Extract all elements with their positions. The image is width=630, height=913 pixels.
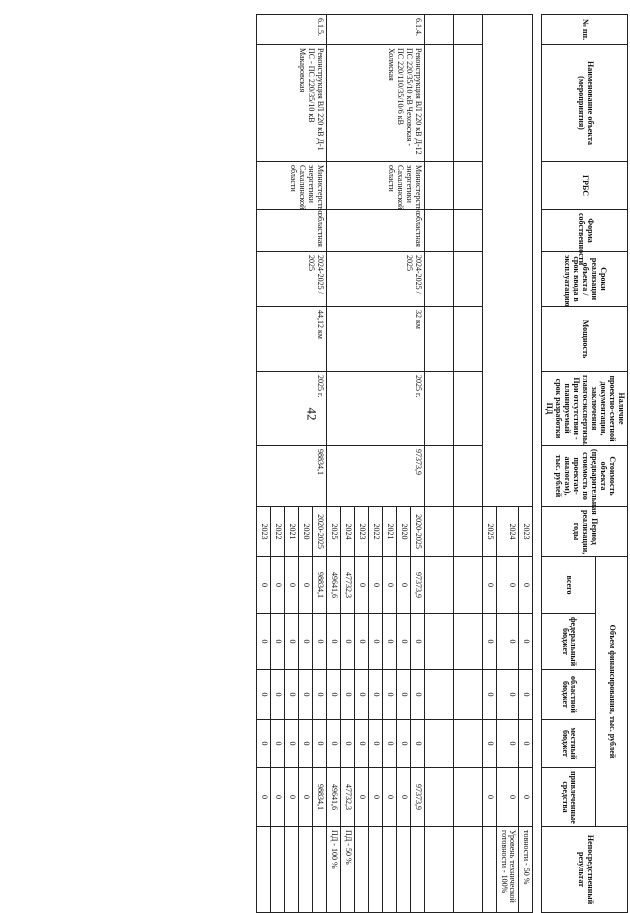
cell-total: 0 <box>271 557 285 614</box>
cell-total: 0 <box>519 557 533 614</box>
project-grbs: Министерство энергетики Сахалинской области <box>257 162 327 210</box>
cell-result <box>396 827 410 913</box>
header-federal: федеральный бюджет <box>542 614 595 670</box>
cell-regional: 0 <box>482 670 496 720</box>
table-row <box>410 15 424 913</box>
cell-local: 0 <box>285 720 299 768</box>
cell-period: 2025 <box>326 507 340 557</box>
cell-local: 0 <box>382 720 396 768</box>
blank-cell <box>424 557 453 614</box>
financing-table <box>256 14 628 913</box>
cell-attracted: 0 <box>271 768 285 827</box>
cell-federal: 0 <box>496 614 519 670</box>
table-row <box>312 15 326 913</box>
blank-cell <box>424 670 453 720</box>
cell-total: 0 <box>482 557 496 614</box>
cell-result <box>410 827 424 913</box>
cell-total: 0 <box>299 557 313 614</box>
cell-regional: 0 <box>382 670 396 720</box>
project-cost: 97373,9 <box>326 446 424 507</box>
cell-result <box>382 827 396 913</box>
table-body <box>257 15 533 913</box>
cell-attracted: 0 <box>285 768 299 827</box>
cell-total: 0 <box>368 557 382 614</box>
project-terms: 2024-2025 / 2025 <box>326 252 424 307</box>
cell-period: 2024 <box>496 507 519 557</box>
continuation-left-cell <box>482 15 533 507</box>
blank-cell <box>453 720 482 768</box>
header-name: Наименование объекта (мероприятия) <box>542 45 628 162</box>
cell-local: 0 <box>410 720 424 768</box>
blank-cell <box>453 307 482 372</box>
project-no: 6.1.5. <box>257 15 327 45</box>
cell-federal: 0 <box>340 614 354 670</box>
cell-attracted: 0 <box>354 768 368 827</box>
header-attracted: привлеченные средства <box>542 768 595 827</box>
header-design-docs: Наличие проектно-сметной документации, заключения главгосэкспертизы. При отсутствии - планируемый срок разработки ПД <box>542 372 628 446</box>
cell-regional: 0 <box>326 670 340 720</box>
cell-attracted: 49641,6 <box>326 768 340 827</box>
blank-row <box>453 15 482 913</box>
project-capacity: 44,12 км <box>257 307 327 372</box>
cell-period: 2022 <box>368 507 382 557</box>
cell-attracted: 0 <box>257 768 271 827</box>
cell-local: 0 <box>396 720 410 768</box>
cell-total: 0 <box>257 557 271 614</box>
blank-cell <box>424 827 453 913</box>
header-regional: областной бюджет <box>542 670 595 720</box>
cell-total: 49641,6 <box>326 557 340 614</box>
cell-regional: 0 <box>396 670 410 720</box>
cell-local: 0 <box>340 720 354 768</box>
cell-federal: 0 <box>410 614 424 670</box>
cell-local: 0 <box>368 720 382 768</box>
blank-cell <box>424 252 453 307</box>
cell-attracted: 0 <box>482 768 496 827</box>
header-period: Период реализации, годы <box>542 507 628 557</box>
blank-cell <box>453 614 482 670</box>
cell-attracted: 0 <box>382 768 396 827</box>
cell-federal: 0 <box>285 614 299 670</box>
cell-federal: 0 <box>312 614 326 670</box>
project-name: Реконструкция ВЛ 220 кВ Д-12 ПС 220/35/10 кВ Чеховская - ПС 220/110/35/10/6 кВ Холмская <box>326 45 424 162</box>
cell-result <box>285 827 299 913</box>
cell-result <box>257 827 271 913</box>
cell-period: 2020-2025 <box>410 507 424 557</box>
blank-cell <box>424 720 453 768</box>
header-terms: Сроки реализации объекта / срок ввода в эксплуатацию <box>542 252 628 307</box>
blank-cell <box>453 162 482 210</box>
cell-total: 47732,3 <box>340 557 354 614</box>
cell-result: ПД - 100 % <box>326 827 340 913</box>
cell-period: 2020 <box>396 507 410 557</box>
cell-federal: 0 <box>257 614 271 670</box>
blank-cell <box>453 507 482 557</box>
cell-attracted: 47732,3 <box>340 768 354 827</box>
blank-cell <box>424 768 453 827</box>
project-cost: 98834,1 <box>257 446 327 507</box>
blank-cell <box>453 827 482 913</box>
cell-attracted: 0 <box>368 768 382 827</box>
cell-local: 0 <box>326 720 340 768</box>
cell-regional: 0 <box>368 670 382 720</box>
cell-local: 0 <box>257 720 271 768</box>
blank-cell <box>424 45 453 162</box>
cell-attracted: 98834,1 <box>312 768 326 827</box>
blank-cell <box>424 446 453 507</box>
blank-cell <box>453 45 482 162</box>
cell-total: 98834,1 <box>312 557 326 614</box>
cell-local: 0 <box>482 720 496 768</box>
blank-cell <box>424 507 453 557</box>
blank-cell <box>424 210 453 252</box>
project-terms: 2024-2025 / 2025 <box>257 252 327 307</box>
blank-row <box>424 15 453 913</box>
project-name: Реконструкция ВЛ 220 кВ Д-1 ПС - ПС 220/35/10 кВ Макаровская <box>257 45 327 162</box>
cell-attracted: 0 <box>496 768 519 827</box>
blank-cell <box>424 15 453 45</box>
cell-result <box>271 827 285 913</box>
cell-total: 97373,9 <box>410 557 424 614</box>
cell-regional: 0 <box>257 670 271 720</box>
cell-period: 2021 <box>285 507 299 557</box>
project-ownership: областная <box>326 210 424 252</box>
cell-attracted: 0 <box>299 768 313 827</box>
cell-federal: 0 <box>326 614 340 670</box>
cell-total: 0 <box>382 557 396 614</box>
project-no: 6.1.4. <box>326 15 424 45</box>
blank-cell <box>453 670 482 720</box>
cell-federal: 0 <box>271 614 285 670</box>
cell-result <box>368 827 382 913</box>
cell-regional: 0 <box>285 670 299 720</box>
header-ownership: Форма собственности <box>542 210 628 252</box>
cell-period: 2020-2025 <box>312 507 326 557</box>
table-row <box>519 15 533 913</box>
header-local: местный бюджет <box>542 720 595 768</box>
cell-local: 0 <box>519 720 533 768</box>
cell-federal: 0 <box>354 614 368 670</box>
cell-period: 2022 <box>271 507 285 557</box>
cell-period: 2023 <box>519 507 533 557</box>
cell-total: 0 <box>285 557 299 614</box>
cell-regional: 0 <box>299 670 313 720</box>
cell-federal: 0 <box>482 614 496 670</box>
blank-cell <box>453 446 482 507</box>
cell-period: 2020 <box>299 507 313 557</box>
cell-period: 2024 <box>340 507 354 557</box>
header-financing: Объем финансирования, тыс. рублей <box>595 557 627 827</box>
cell-result: ПД - 50 % <box>340 827 354 913</box>
project-ownership: областная <box>257 210 327 252</box>
cell-regional: 0 <box>312 670 326 720</box>
header-cost: Стоимость объекта (предварительная стоимость по проектам-аналогам), тыс. рублей <box>542 446 628 507</box>
cell-attracted: 0 <box>519 768 533 827</box>
project-design-docs: 2025 г. <box>326 372 424 446</box>
project-capacity: 32 км <box>326 307 424 372</box>
cell-federal: 0 <box>382 614 396 670</box>
header-result: Непосредственный результат <box>542 827 628 913</box>
cell-regional: 0 <box>271 670 285 720</box>
header-grbs: ГРБС <box>542 162 628 210</box>
blank-cell <box>453 15 482 45</box>
cell-result <box>299 827 313 913</box>
blank-cell <box>453 557 482 614</box>
blank-cell <box>453 252 482 307</box>
cell-federal: 0 <box>368 614 382 670</box>
cell-local: 0 <box>354 720 368 768</box>
cell-total: 0 <box>496 557 519 614</box>
blank-cell <box>453 210 482 252</box>
cell-result <box>312 827 326 913</box>
rotated-table-sheet <box>58 14 628 905</box>
cell-attracted: 97373,9 <box>410 768 424 827</box>
blank-cell <box>424 307 453 372</box>
cell-attracted: 0 <box>396 768 410 827</box>
header-no: № пп. <box>542 15 628 45</box>
cell-total: 0 <box>354 557 368 614</box>
project-design-docs: 2025 г. <box>257 372 327 446</box>
cell-period: 2023 <box>354 507 368 557</box>
cell-result <box>482 827 496 913</box>
cell-local: 0 <box>299 720 313 768</box>
cell-regional: 0 <box>340 670 354 720</box>
header-total: всего <box>542 557 595 614</box>
cell-federal: 0 <box>396 614 410 670</box>
cell-local: 0 <box>496 720 519 768</box>
cell-total: 0 <box>396 557 410 614</box>
cell-regional: 0 <box>354 670 368 720</box>
cell-result: Уровень технической готовности - 100% <box>496 827 519 913</box>
cell-regional: 0 <box>410 670 424 720</box>
cell-result: товности - 50 % <box>519 827 533 913</box>
header-capacity: Мощность <box>542 307 628 372</box>
cell-local: 0 <box>312 720 326 768</box>
cell-period: 2021 <box>382 507 396 557</box>
cell-period: 2023 <box>257 507 271 557</box>
cell-local: 0 <box>271 720 285 768</box>
cell-period: 2025 <box>482 507 496 557</box>
blank-cell <box>424 614 453 670</box>
blank-cell <box>453 768 482 827</box>
blank-cell <box>424 372 453 446</box>
cell-federal: 0 <box>519 614 533 670</box>
cell-result <box>354 827 368 913</box>
cell-regional: 0 <box>496 670 519 720</box>
blank-cell <box>453 372 482 446</box>
blank-cell <box>424 162 453 210</box>
cell-regional: 0 <box>519 670 533 720</box>
page-number: 42 <box>304 407 320 421</box>
cell-federal: 0 <box>299 614 313 670</box>
project-grbs: Министерство энергетики Сахалинской области <box>326 162 424 210</box>
